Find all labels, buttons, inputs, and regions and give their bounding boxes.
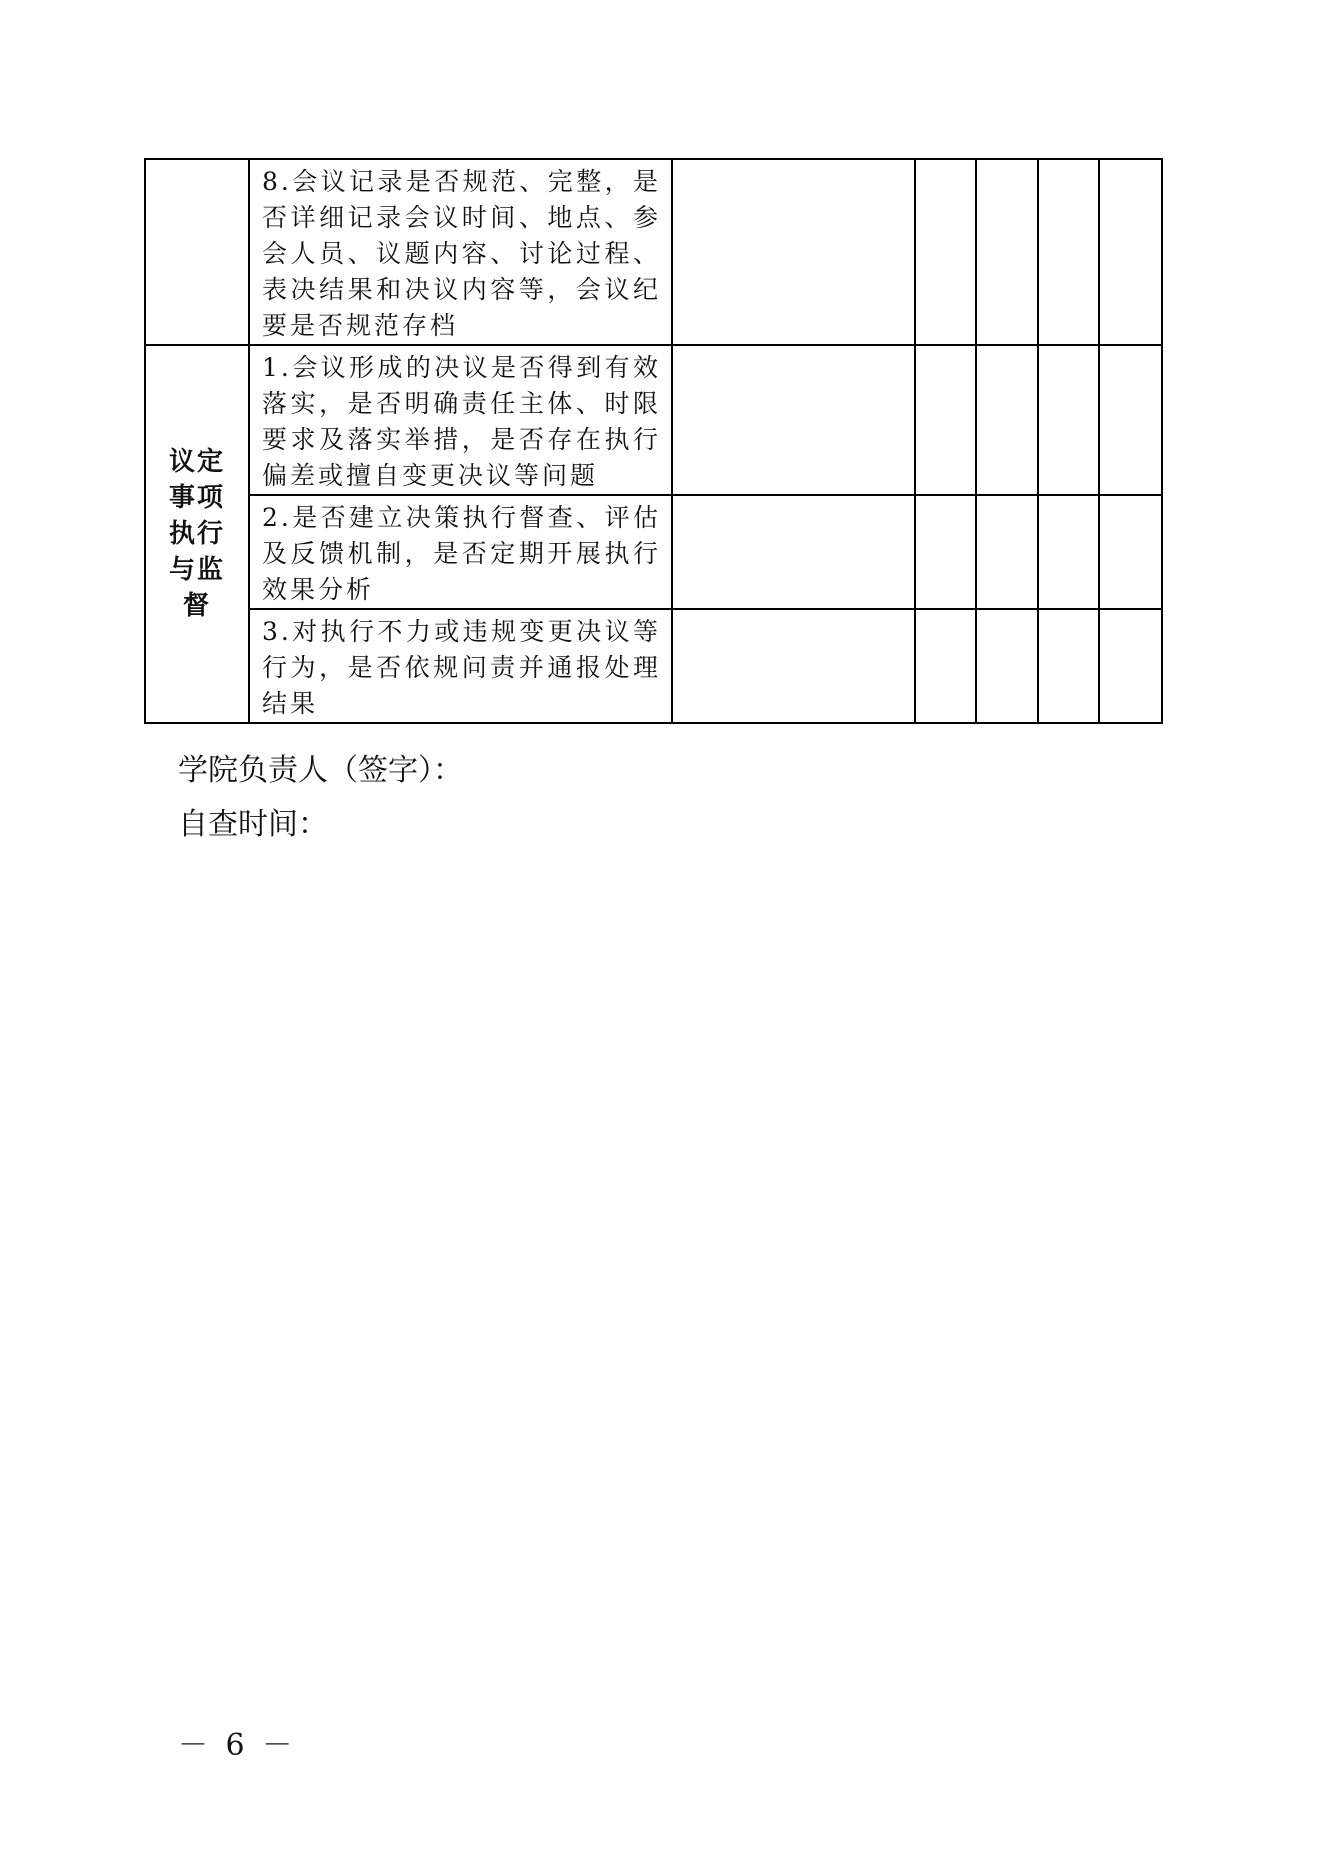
- page-number: － 6 －: [178, 1728, 297, 1763]
- category-cell: [145, 345, 249, 723]
- mark-cell[interactable]: [976, 345, 1038, 495]
- check-item-cell: 3.对执行不力或违规变更决议等行为，是否依规问责并通报处理结果: [249, 609, 672, 723]
- result-cell[interactable]: [672, 609, 915, 723]
- mark-cell[interactable]: [915, 159, 976, 345]
- result-cell[interactable]: [672, 345, 915, 495]
- mark-cell[interactable]: [1038, 159, 1099, 345]
- mark-cell[interactable]: [915, 495, 976, 609]
- category-cell: [145, 159, 249, 345]
- signature-block: [178, 744, 463, 852]
- mark-cell[interactable]: [1038, 345, 1099, 495]
- mark-cell[interactable]: [1099, 495, 1162, 609]
- table-row: [145, 345, 1162, 495]
- mark-cell[interactable]: [1099, 609, 1162, 723]
- result-cell[interactable]: [672, 495, 915, 609]
- table-row: [145, 159, 1162, 345]
- check-item-cell: 2.是否建立决策执行督查、评估及反馈机制，是否定期开展执行效果分析: [249, 495, 672, 609]
- mark-cell[interactable]: [976, 609, 1038, 723]
- mark-cell[interactable]: [1099, 159, 1162, 345]
- mark-cell[interactable]: [976, 159, 1038, 345]
- table-row: [145, 495, 1162, 609]
- mark-cell[interactable]: [1038, 609, 1099, 723]
- category-label: 议定事项执行与监督: [169, 447, 226, 621]
- mark-cell[interactable]: [1099, 345, 1162, 495]
- mark-cell[interactable]: [1038, 495, 1099, 609]
- check-item-cell: 8.会议记录是否规范、完整，是否详细记录会议时间、地点、参会人员、议题内容、讨论过程、表决结果和决议内容等，会议纪要是否规范存档: [249, 159, 672, 345]
- mark-cell[interactable]: [915, 345, 976, 495]
- check-item-cell: 1.会议形成的决议是否得到有效落实，是否明确责任主体、时限要求及落实举措，是否存在执行偏差或擅自变更决议等问题: [249, 345, 672, 495]
- result-cell[interactable]: [672, 159, 915, 345]
- table-row: [145, 609, 1162, 723]
- mark-cell[interactable]: [976, 495, 1038, 609]
- self-check-time-label: 自查时间：: [178, 807, 328, 842]
- self-check-table: [144, 158, 1163, 724]
- leader-signature-label: 学院负责人（签字）：: [178, 753, 463, 788]
- mark-cell[interactable]: [915, 609, 976, 723]
